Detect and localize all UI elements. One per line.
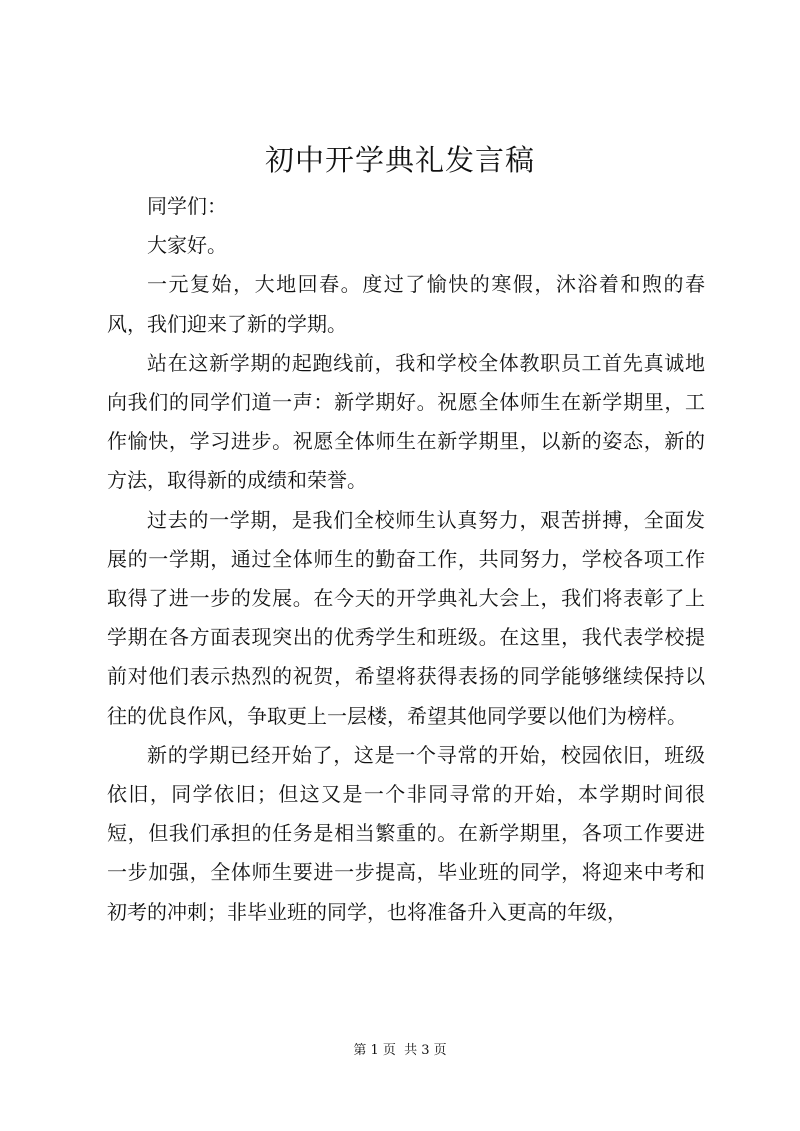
document-title: 初中开学典礼发言稿	[264, 143, 535, 177]
paragraph-hello: 大家好。	[147, 233, 227, 258]
paragraph-new-semester-tasks: 新的学期已经开始了，这是一个寻常的开始，校园依旧，班级依旧，同学依旧；但这又是一个非同寻常的开始，本学期时间很短，但我们承担的任务是相当繁重的。在新学期里，各项工作要进一步加强，全体师生要进一步提高，毕业班的同学，将迎来中考和初考的冲刺；非毕业班的同学，也将准备升入更高的年级，	[107, 742, 705, 924]
page-footer: 第 1 页 共 3 页	[353, 1043, 447, 1058]
paragraph-greeting: 同学们：	[147, 194, 227, 218]
document-body	[107, 187, 705, 932]
paragraph-last-semester-review: 过去的一学期，是我们全校师生认真努力，艰苦拼搏，全面发展的一学期，通过全体师生的勤奋工作，共同努力，学校各项工作取得了进一步的发展。在今天的开学典礼大会上，我们将表彰了上学期在各方面表现突出的优秀学生和班级。在这里，我代表学校提前对他们表示热烈的祝贺，希望将获得表扬的同学能够继续保持以往的优良作风，争取更上一层楼，希望其他同学要以他们为榜样。	[107, 507, 705, 728]
paragraph-new-semester-wishes: 站在这新学期的起跑线前，我和学校全体教职员工首先真诚地向我们的同学们道一声：新学期好。祝愿全体师生在新学期里，工作愉快，学习进步。祝愿全体师生在新学期里，以新的姿态，新的方法，取得新的成绩和荣誉。	[107, 350, 705, 493]
paragraph-spring: 一元复始，大地回春。度过了愉快的寒假，沐浴着和煦的春风，我们迎来了新的学期。	[107, 272, 705, 336]
